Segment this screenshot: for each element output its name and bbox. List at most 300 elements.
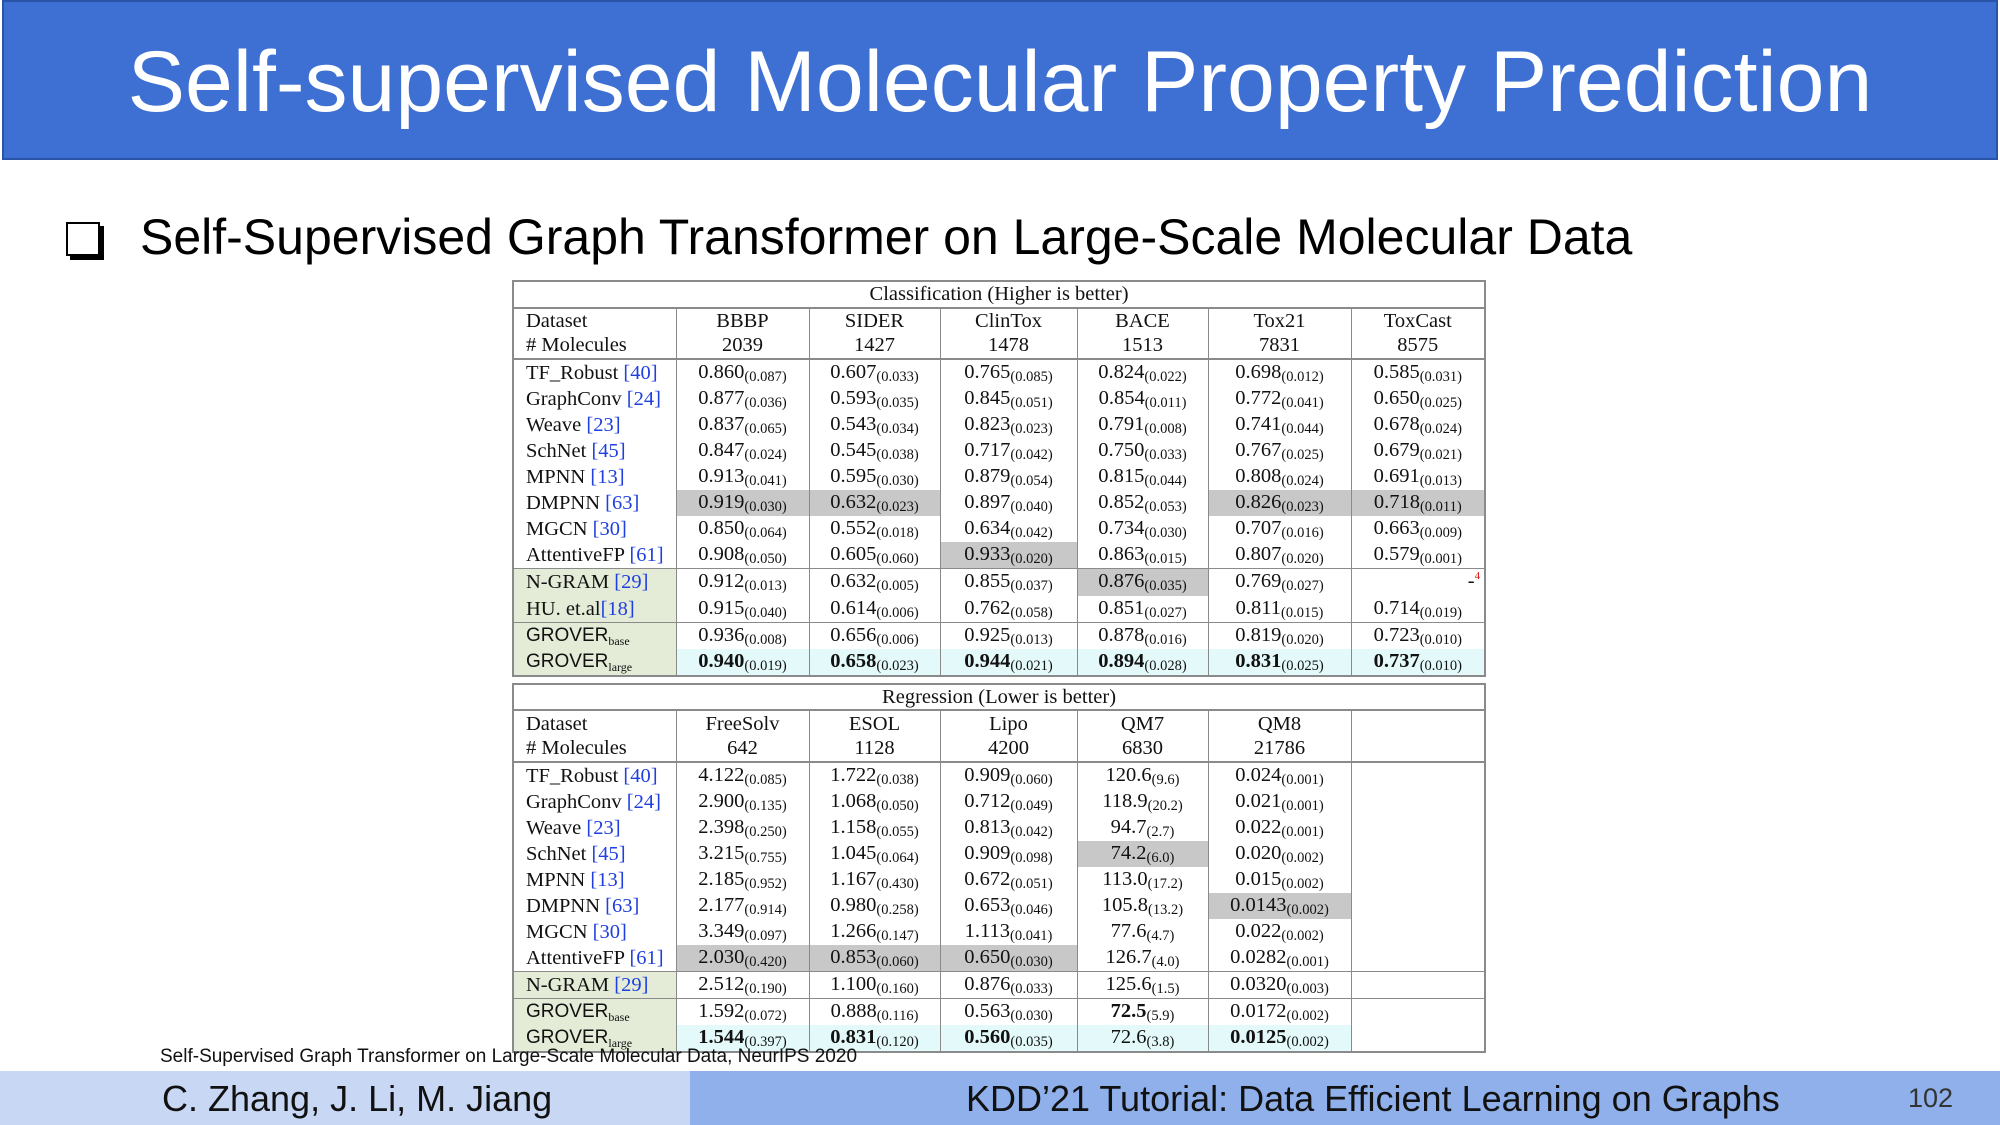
- method-cell: [513, 490, 676, 516]
- std-value: (0.002): [1281, 927, 1324, 944]
- method-cell: [513, 622, 676, 649]
- value-cell: [940, 762, 1077, 789]
- metric-value: 0.563: [964, 999, 1011, 1022]
- std-value: (0.024): [744, 446, 787, 463]
- std-value: (0.755): [744, 849, 787, 866]
- citation-link: [61]: [629, 543, 664, 566]
- table-row: [513, 596, 1485, 623]
- table-row: [513, 971, 1485, 998]
- value-cell: [940, 542, 1077, 569]
- std-value: (0.030): [1144, 524, 1187, 541]
- std-value: (0.023): [876, 498, 919, 515]
- table-row: [513, 841, 1485, 867]
- metric-value: 0.723: [1373, 623, 1420, 646]
- std-value: (0.914): [744, 901, 787, 918]
- citation-link: [40]: [623, 764, 658, 787]
- reference-footnote: Self-Supervised Graph Transformer on Large-Scale Molecular Data, NeurIPS 2020: [160, 1046, 858, 1067]
- value-cell: [940, 998, 1077, 1025]
- method-name: AttentiveFP: [526, 946, 630, 969]
- std-value: (0.085): [744, 771, 787, 788]
- metric-value: 0.877: [698, 386, 745, 409]
- metric-value: 0.614: [830, 596, 877, 619]
- value-cell: [809, 596, 940, 623]
- value-cell: [1077, 919, 1208, 945]
- method-cell: [513, 841, 676, 867]
- value-cell: [940, 649, 1077, 676]
- metric-value: 0.679: [1373, 438, 1420, 461]
- value-cell: [1077, 762, 1208, 789]
- value-cell: [940, 568, 1077, 596]
- std-value: (0.022): [1144, 368, 1187, 385]
- metric-value: 0.707: [1235, 516, 1282, 539]
- value-cell: [809, 622, 940, 649]
- value-cell: [676, 596, 809, 623]
- method-subscript: base: [608, 633, 630, 648]
- method-cell: [513, 893, 676, 919]
- std-value: (0.006): [876, 631, 919, 648]
- value-cell: [809, 490, 940, 516]
- value-cell: [1208, 893, 1351, 919]
- header-label: Dataset: [513, 308, 676, 334]
- metric-value: 1.722: [830, 763, 877, 786]
- std-value: (0.190): [744, 980, 787, 997]
- std-value: (0.952): [744, 875, 787, 892]
- value-cell: [940, 464, 1077, 490]
- table-row: [513, 945, 1485, 972]
- molecule-count: 2039: [676, 333, 809, 359]
- std-value: (0.135): [744, 797, 787, 814]
- std-value: (0.020): [1281, 631, 1324, 648]
- citation-link: [24]: [626, 790, 661, 813]
- citation-link: [45]: [591, 842, 626, 865]
- std-value: (0.027): [1144, 604, 1187, 621]
- metric-value: 1.113: [964, 919, 1011, 942]
- value-cell: [1351, 386, 1485, 412]
- std-value: (0.011): [1419, 498, 1462, 515]
- value-cell: [1077, 971, 1208, 998]
- value-cell: [1077, 893, 1208, 919]
- value-cell: [1351, 412, 1485, 438]
- value-cell: [1351, 464, 1485, 490]
- metric-value: 0.593: [830, 386, 877, 409]
- value-cell: [1208, 516, 1351, 542]
- value-cell: [1077, 568, 1208, 596]
- std-value: (4.0): [1151, 953, 1180, 970]
- value-cell: [809, 542, 940, 569]
- value-cell: [676, 490, 809, 516]
- metric-value: 1.068: [830, 789, 877, 812]
- std-value: (0.034): [876, 420, 919, 437]
- metric-value: 120.6: [1105, 763, 1152, 786]
- std-value: (0.147): [876, 927, 919, 944]
- table-row: [513, 359, 1485, 386]
- metric-value: 0.912: [698, 570, 745, 593]
- std-value: (0.002): [1281, 875, 1324, 892]
- metric-value: 0.579: [1373, 542, 1420, 565]
- metric-value: 0.765: [964, 360, 1011, 383]
- value-cell: [676, 841, 809, 867]
- value-cell: [1351, 596, 1485, 623]
- metric-value: 0.980: [830, 893, 877, 916]
- std-value: (0.058): [1010, 604, 1053, 621]
- citation-link: [61]: [629, 946, 664, 969]
- metric-value: 0.909: [964, 841, 1011, 864]
- value-cell: [676, 516, 809, 542]
- empty-cell: [1351, 789, 1485, 815]
- metric-value: 0.663: [1373, 516, 1420, 539]
- metric-value: 72.6: [1110, 1025, 1147, 1048]
- dataset-name: ESOL: [809, 710, 940, 736]
- header-label: Dataset: [513, 710, 676, 736]
- std-value: (0.035): [1144, 578, 1187, 595]
- value-cell: [940, 789, 1077, 815]
- metric-value: 2.030: [698, 945, 745, 968]
- metric-value: 0.650: [1373, 386, 1420, 409]
- metric-value: 0.819: [1235, 623, 1282, 646]
- metric-value: 0.020: [1235, 841, 1282, 864]
- metric-value: 0.678: [1373, 412, 1420, 435]
- value-cell: [1077, 386, 1208, 412]
- metric-value: -: [1467, 569, 1475, 592]
- value-cell: [1077, 596, 1208, 623]
- dataset-name: SIDER: [809, 308, 940, 334]
- value-cell: [940, 622, 1077, 649]
- std-value: (0.044): [1281, 420, 1324, 437]
- value-cell: [1077, 412, 1208, 438]
- std-value: (0.041): [744, 472, 787, 489]
- std-value: (0.064): [876, 849, 919, 866]
- metric-value: 1.266: [830, 919, 877, 942]
- std-value: (0.028): [1144, 657, 1187, 674]
- value-cell: [1077, 490, 1208, 516]
- value-cell: [676, 789, 809, 815]
- metric-value: 0.734: [1098, 516, 1145, 539]
- citation-link: [18]: [600, 597, 635, 620]
- method-cell: [513, 649, 676, 676]
- std-value: (0.116): [876, 1007, 919, 1024]
- method-name: MPNN: [526, 465, 591, 488]
- value-cell: [809, 762, 940, 789]
- value-cell: [940, 516, 1077, 542]
- method-cell: [513, 568, 676, 596]
- value-cell: [676, 622, 809, 649]
- std-value: (17.2): [1147, 875, 1183, 892]
- method-name: TF_Robust: [526, 764, 624, 787]
- std-value: (0.013): [1419, 472, 1462, 489]
- value-cell: [809, 386, 940, 412]
- count-label: # Molecules: [513, 736, 676, 762]
- value-cell: [940, 386, 1077, 412]
- table-row: [513, 762, 1485, 789]
- std-value: (0.097): [744, 927, 787, 944]
- value-cell: [940, 841, 1077, 867]
- value-cell: [1351, 542, 1485, 569]
- value-cell: [809, 815, 940, 841]
- metric-value: 0.585: [1373, 360, 1420, 383]
- header-row: [513, 710, 1485, 736]
- metric-value: 0.940: [698, 649, 745, 672]
- metric-value: 2.900: [698, 789, 745, 812]
- value-cell: [809, 893, 940, 919]
- empty-cell: [1351, 998, 1485, 1025]
- metric-value: 3.349: [698, 919, 745, 942]
- value-cell: [676, 893, 809, 919]
- std-value: (13.2): [1148, 901, 1184, 918]
- metric-value: 0.698: [1235, 360, 1282, 383]
- std-value: (0.038): [876, 771, 919, 788]
- std-value: (0.025): [1281, 446, 1324, 463]
- metric-value: 0.717: [964, 438, 1011, 461]
- slide-title: Self-supervised Molecular Property Prediction: [127, 34, 1873, 130]
- table-row: [513, 998, 1485, 1025]
- metric-value: 0.936: [698, 623, 745, 646]
- std-value: (0.011): [1144, 394, 1187, 411]
- metric-value: 0.021: [1235, 789, 1282, 812]
- std-value: (0.001): [1419, 550, 1462, 567]
- molecule-count: 642: [676, 736, 809, 762]
- metric-value: 1.592: [698, 999, 745, 1022]
- metric-value: 118.9: [1102, 789, 1148, 812]
- std-value: (0.001): [1286, 953, 1329, 970]
- value-cell: [940, 438, 1077, 464]
- method-cell: [513, 998, 676, 1025]
- std-value: (0.002): [1286, 901, 1329, 918]
- table-row: [513, 789, 1485, 815]
- metric-value: 0.897: [964, 490, 1011, 513]
- metric-value: 0.845: [964, 386, 1011, 409]
- metric-value: 0.0320: [1230, 972, 1287, 995]
- method-cell: [513, 412, 676, 438]
- dataset-name: Tox21: [1208, 308, 1351, 334]
- method-name: GROVER: [526, 650, 609, 672]
- method-name: HU. et.al: [526, 597, 601, 620]
- value-cell: [1208, 919, 1351, 945]
- checkbox-bullet-icon: [66, 222, 100, 256]
- table-row: [513, 412, 1485, 438]
- metric-value: 0.863: [1098, 542, 1145, 565]
- metric-value: 0.015: [1235, 867, 1282, 890]
- std-value: (0.051): [1010, 394, 1053, 411]
- value-cell: [1351, 490, 1485, 516]
- std-value: (0.050): [744, 550, 787, 567]
- std-value: (0.055): [876, 823, 919, 840]
- metric-value: 74.2: [1110, 841, 1147, 864]
- std-value: (0.001): [1281, 771, 1324, 788]
- metric-value: 0.762: [964, 596, 1011, 619]
- std-value: (0.085): [1010, 368, 1053, 385]
- table-row: [513, 464, 1485, 490]
- molecule-count: 1427: [809, 333, 940, 359]
- metric-value: 0.879: [964, 464, 1011, 487]
- method-name: GraphConv: [526, 790, 627, 813]
- metric-value: 0.791: [1098, 412, 1145, 435]
- std-value: (0.030): [1010, 1007, 1053, 1024]
- std-value: (0.005): [876, 578, 919, 595]
- value-cell: [1077, 789, 1208, 815]
- metric-value: 0.741: [1235, 412, 1282, 435]
- header-row: [513, 308, 1485, 334]
- metric-value: 1.158: [830, 815, 877, 838]
- value-cell: [809, 789, 940, 815]
- metric-value: 0.888: [830, 999, 877, 1022]
- method-name: TF_Robust: [526, 361, 624, 384]
- value-cell: [809, 971, 940, 998]
- value-cell: [676, 867, 809, 893]
- page-number: 102: [1908, 1083, 1954, 1113]
- std-value: (0.023): [876, 657, 919, 674]
- metric-value: 0.853: [830, 945, 877, 968]
- metric-value: 0.909: [964, 763, 1011, 786]
- metric-value: 0.915: [698, 596, 745, 619]
- value-cell: [1208, 412, 1351, 438]
- metric-value: 2.177: [698, 893, 745, 916]
- std-value: (0.041): [1281, 394, 1324, 411]
- std-value: (0.420): [744, 953, 787, 970]
- std-value: (0.013): [1010, 631, 1053, 648]
- metric-value: 0.933: [964, 542, 1011, 565]
- value-cell: [1208, 762, 1351, 789]
- empty-cell: [1351, 971, 1485, 998]
- value-cell: [676, 568, 809, 596]
- citation-link: [45]: [591, 439, 626, 462]
- metric-value: 0.878: [1098, 623, 1145, 646]
- std-value: (0.120): [876, 1033, 919, 1050]
- std-value: (9.6): [1151, 771, 1180, 788]
- value-cell: [940, 1025, 1077, 1052]
- empty-cell: [1351, 762, 1485, 789]
- std-value: (2.7): [1146, 823, 1175, 840]
- table-row: [513, 568, 1485, 596]
- metric-value: 0.855: [964, 570, 1011, 593]
- value-cell: [1077, 815, 1208, 841]
- std-value: (0.042): [1010, 524, 1053, 541]
- classification-table: [512, 280, 1486, 677]
- std-value: (0.040): [744, 604, 787, 621]
- metric-value: 77.6: [1110, 919, 1147, 942]
- empty-cell: [1351, 736, 1485, 762]
- metric-value: 0.826: [1235, 490, 1282, 513]
- metric-value: 0.894: [1098, 649, 1145, 672]
- dataset-name: QM7: [1077, 710, 1208, 736]
- std-value: (0.050): [876, 797, 919, 814]
- std-value: (0.020): [1010, 550, 1053, 567]
- value-cell: [809, 649, 940, 676]
- metric-value: 0.837: [698, 412, 745, 435]
- table-row: [513, 919, 1485, 945]
- method-name: Weave: [526, 413, 587, 436]
- std-value: (0.024): [1281, 472, 1324, 489]
- std-value: (0.258): [876, 901, 919, 918]
- metric-value: 0.560: [964, 1025, 1011, 1048]
- value-cell: [1208, 971, 1351, 998]
- metric-value: 0.847: [698, 438, 745, 461]
- metric-value: 3.215: [698, 841, 745, 864]
- std-value: (0.006): [876, 604, 919, 621]
- value-cell: [676, 359, 809, 386]
- metric-value: 0.811: [1235, 596, 1282, 619]
- std-value: (0.041): [1010, 927, 1053, 944]
- method-cell: [513, 359, 676, 386]
- value-cell: [1077, 945, 1208, 972]
- std-value: (0.054): [1010, 472, 1053, 489]
- method-cell: [513, 815, 676, 841]
- value-cell: [1208, 438, 1351, 464]
- dataset-name: Lipo: [940, 710, 1077, 736]
- value-cell: [1208, 386, 1351, 412]
- citation-link: [24]: [626, 387, 661, 410]
- metric-value: 94.7: [1110, 815, 1147, 838]
- dataset-name: FreeSolv: [676, 710, 809, 736]
- std-value: (0.001): [1281, 823, 1324, 840]
- metric-value: 0.831: [830, 1025, 877, 1048]
- value-cell: [1077, 841, 1208, 867]
- table-row: [513, 867, 1485, 893]
- value-cell: [940, 412, 1077, 438]
- std-value: (0.001): [1281, 797, 1324, 814]
- std-value: (0.046): [1010, 901, 1053, 918]
- value-cell: [676, 438, 809, 464]
- value-cell: [676, 971, 809, 998]
- value-cell: [1351, 516, 1485, 542]
- metric-value: 0.718: [1373, 490, 1420, 513]
- std-value: (0.036): [744, 394, 787, 411]
- count-row: [513, 333, 1485, 359]
- value-cell: [809, 867, 940, 893]
- std-value: (0.087): [744, 368, 787, 385]
- value-cell: [676, 464, 809, 490]
- value-cell: [1077, 542, 1208, 569]
- method-name: GraphConv: [526, 387, 627, 410]
- method-cell: [513, 919, 676, 945]
- metric-value: 0.605: [830, 542, 877, 565]
- metric-value: 0.658: [830, 649, 877, 672]
- std-value: (0.037): [1010, 578, 1053, 595]
- value-cell: [1077, 649, 1208, 676]
- value-cell: [940, 893, 1077, 919]
- method-cell: [513, 762, 676, 789]
- metric-value: 0.714: [1373, 596, 1420, 619]
- std-value: (0.060): [876, 550, 919, 567]
- value-cell: [1208, 867, 1351, 893]
- std-value: (5.9): [1146, 1007, 1175, 1024]
- std-value: (0.035): [1010, 1033, 1053, 1050]
- metric-value: 0.813: [964, 815, 1011, 838]
- empty-cell: [1351, 1025, 1485, 1052]
- std-value: (0.250): [744, 823, 787, 840]
- metric-value: 0.632: [830, 490, 877, 513]
- empty-cell: [1351, 815, 1485, 841]
- value-cell: [1208, 359, 1351, 386]
- value-cell: [676, 919, 809, 945]
- metric-value: 0.767: [1235, 438, 1282, 461]
- std-value: (0.042): [1010, 446, 1053, 463]
- metric-value: 0.022: [1235, 919, 1282, 942]
- std-value: (0.023): [1010, 420, 1053, 437]
- value-cell: [940, 596, 1077, 623]
- std-value: (0.031): [1419, 368, 1462, 385]
- metric-value: 0.712: [964, 789, 1011, 812]
- std-value: (4.7): [1146, 927, 1175, 944]
- std-value: (0.002): [1286, 1033, 1329, 1050]
- title-bar: [2, 0, 1998, 160]
- value-cell: [809, 464, 940, 490]
- value-cell: [809, 998, 940, 1025]
- value-cell: [1077, 998, 1208, 1025]
- std-value: (0.009): [1419, 524, 1462, 541]
- empty-cell: [1351, 867, 1485, 893]
- metric-value: 0.0172: [1230, 999, 1287, 1022]
- value-cell: [676, 945, 809, 972]
